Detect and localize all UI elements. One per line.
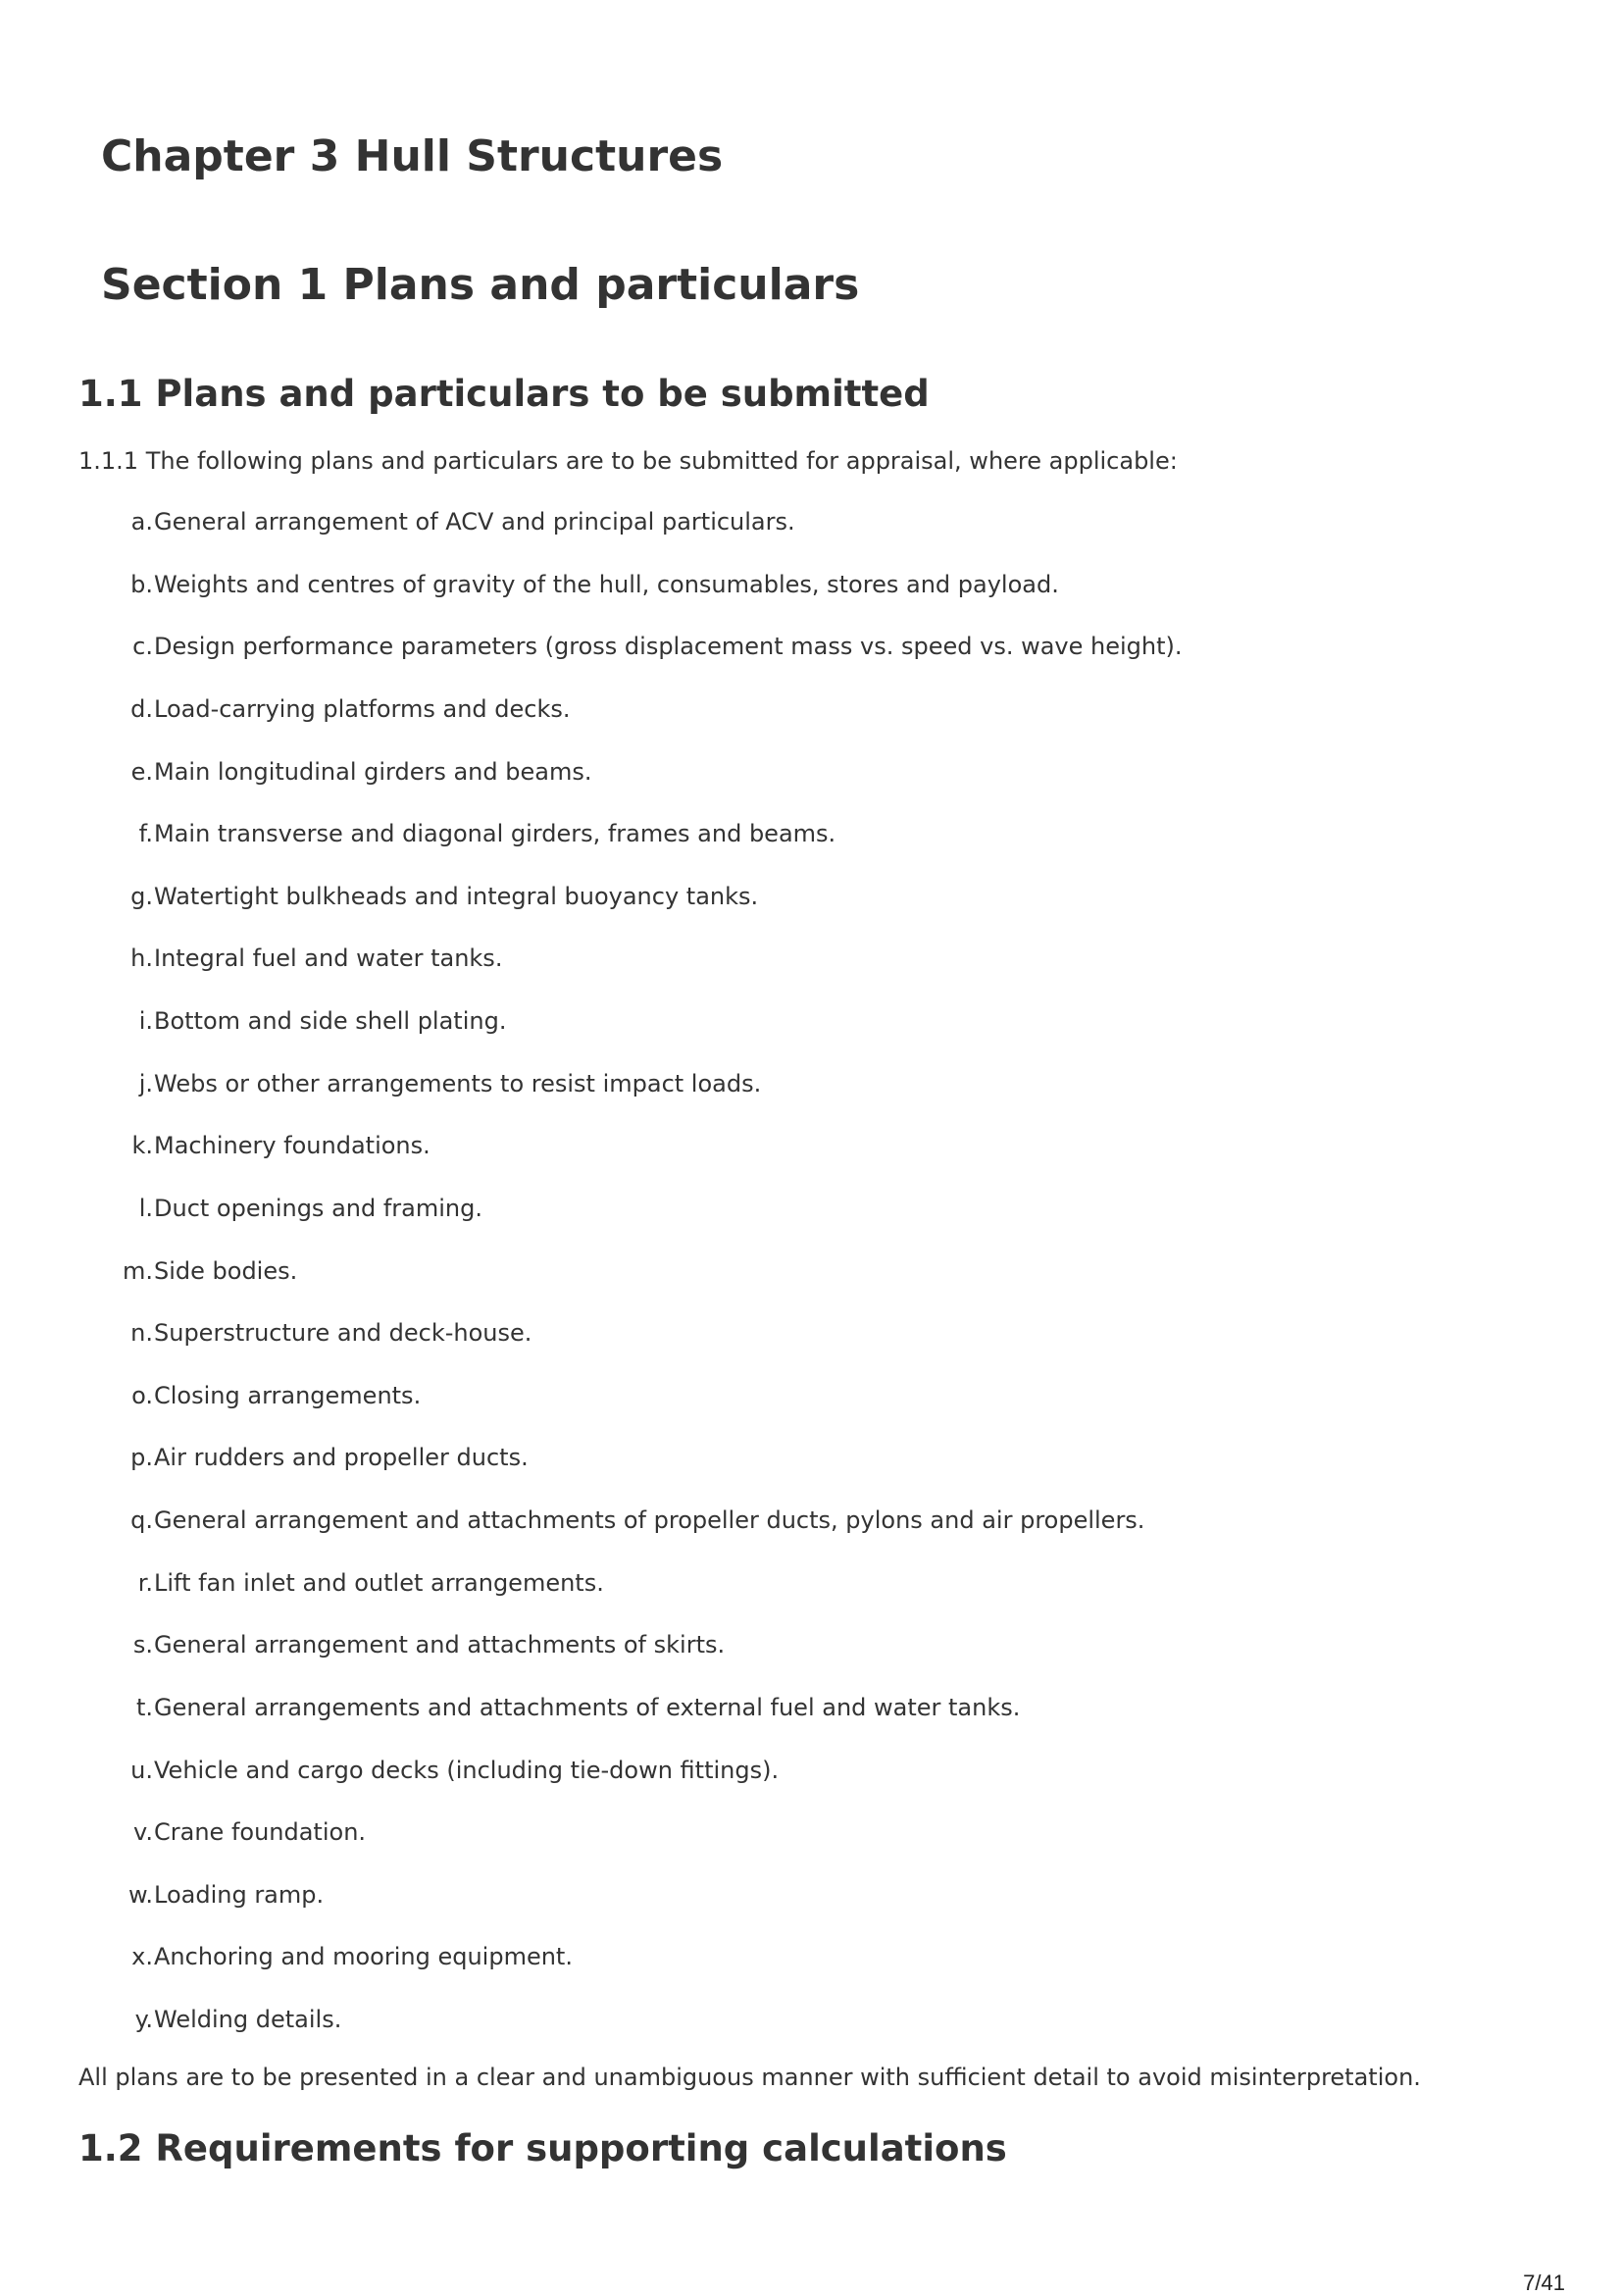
list-item-text: Crane foundation.	[154, 1818, 367, 1847]
list-item	[0, 1003, 1620, 1066]
list-item-text: General arrangements and attachments of external fuel and water tanks.	[154, 1693, 1021, 1721]
list-item-text: Side bodies.	[154, 1256, 298, 1285]
list-item-marker: w.	[127, 1880, 153, 1909]
list-item-text: Main longitudinal girders and beams.	[154, 757, 592, 786]
list-item-text: Lift fan inlet and outlet arrangements.	[154, 1568, 604, 1597]
list-item-marker: j.	[138, 1069, 153, 1097]
list-item-text: General arrangement and attachments of skirts.	[154, 1631, 726, 1659]
list-item	[0, 816, 1620, 879]
list-item	[0, 754, 1620, 817]
subsection-heading-1-1: 1.1 Plans and particulars to be submitted	[78, 373, 930, 415]
list-item-marker: d.	[130, 694, 153, 723]
list-item	[0, 629, 1620, 691]
list-item-marker: m.	[122, 1256, 153, 1285]
list-item-marker: c.	[132, 633, 153, 661]
list-item-text: Watertight bulkheads and integral buoyancy tanks.	[154, 882, 759, 910]
list-item	[0, 504, 1620, 567]
list-item-marker: f.	[138, 820, 153, 848]
list-item	[0, 1627, 1620, 1690]
list-item-text: Webs or other arrangements to resist impact loads.	[154, 1069, 762, 1097]
list-item-marker: e.	[130, 757, 153, 786]
list-item	[0, 1939, 1620, 2002]
list-item-text: Load-carrying platforms and decks.	[154, 694, 571, 723]
subsection-heading-1-2: 1.2 Requirements for supporting calculations	[78, 2127, 1007, 2169]
list-item-text: Superstructure and deck-house.	[154, 1319, 532, 1348]
list-item-text: Weights and centres of gravity of the hull, consumables, stores and payload.	[154, 570, 1059, 598]
list-item	[0, 1814, 1620, 1877]
list-item-marker: v.	[133, 1818, 153, 1847]
list-item	[0, 1877, 1620, 1940]
list-item-marker: k.	[131, 1132, 153, 1160]
list-item	[0, 1690, 1620, 1753]
list-item	[0, 1128, 1620, 1191]
list-item-marker: a.	[130, 508, 153, 536]
list-item-marker: b.	[130, 570, 153, 598]
list-item-marker: h.	[130, 944, 153, 973]
list-item-marker: o.	[131, 1381, 153, 1409]
list-item	[0, 1565, 1620, 1628]
list-item-text: Anchoring and mooring equipment.	[154, 1943, 573, 1971]
list-item-text: Vehicle and cargo decks (including tie-down fittings).	[154, 1756, 780, 1784]
list-item-marker: r.	[137, 1568, 153, 1597]
list-item-text: Welding details.	[154, 2006, 342, 2033]
list-item-marker: t.	[135, 1693, 153, 1721]
intro-paragraph: 1.1.1 The following plans and particulars are to be submitted for appraisal, where applicable:	[78, 447, 1178, 475]
list-item	[0, 1315, 1620, 1378]
list-item-text: Machinery foundations.	[154, 1132, 430, 1160]
list-item-text: Closing arrangements.	[154, 1381, 422, 1409]
list-item-text: General arrangement and attachments of propeller ducts, pylons and air propellers.	[154, 1506, 1145, 1534]
list-item	[0, 1440, 1620, 1503]
list-item	[0, 2002, 1620, 2065]
list-item	[0, 567, 1620, 630]
list-item	[0, 1253, 1620, 1316]
closing-paragraph: All plans are to be presented in a clear and unambiguous manner with sufficient detail to avoid misinterpretation.	[78, 2064, 1421, 2091]
chapter-title: Chapter 3 Hull Structures	[101, 131, 724, 181]
list-item	[0, 1753, 1620, 1815]
list-item-text: Main transverse and diagonal girders, frames and beams.	[154, 820, 836, 848]
list-item	[0, 1191, 1620, 1253]
list-item-marker: i.	[138, 1007, 153, 1035]
list-item	[0, 691, 1620, 754]
list-item	[0, 1378, 1620, 1441]
list-item-marker: s.	[132, 1631, 153, 1659]
list-item-marker: x.	[131, 1943, 153, 1971]
list-item-marker: p.	[130, 1444, 153, 1472]
list-item-text: Air rudders and propeller ducts.	[154, 1444, 529, 1472]
list-item	[0, 1503, 1620, 1565]
list-item-text: Loading ramp.	[154, 1880, 325, 1909]
list-item-marker: l.	[138, 1194, 153, 1222]
plans-list	[0, 504, 1620, 2065]
list-item-marker: y.	[134, 2006, 153, 2033]
list-item-marker: n.	[130, 1319, 153, 1348]
list-item-marker: g.	[130, 882, 153, 910]
list-item-marker: u.	[130, 1756, 153, 1784]
list-item	[0, 1066, 1620, 1129]
list-item-text: General arrangement of ACV and principal particulars.	[154, 508, 795, 536]
list-item-marker: q.	[130, 1506, 153, 1534]
list-item	[0, 879, 1620, 942]
list-item-text: Integral fuel and water tanks.	[154, 944, 503, 973]
list-item	[0, 941, 1620, 1003]
list-item-text: Design performance parameters (gross displacement mass vs. speed vs. wave height).	[154, 633, 1183, 661]
page-number: 7/41	[1523, 2270, 1565, 2295]
section-title: Section 1 Plans and particulars	[101, 260, 860, 310]
list-item-text: Bottom and side shell plating.	[154, 1007, 507, 1035]
list-item-text: Duct openings and framing.	[154, 1194, 482, 1222]
